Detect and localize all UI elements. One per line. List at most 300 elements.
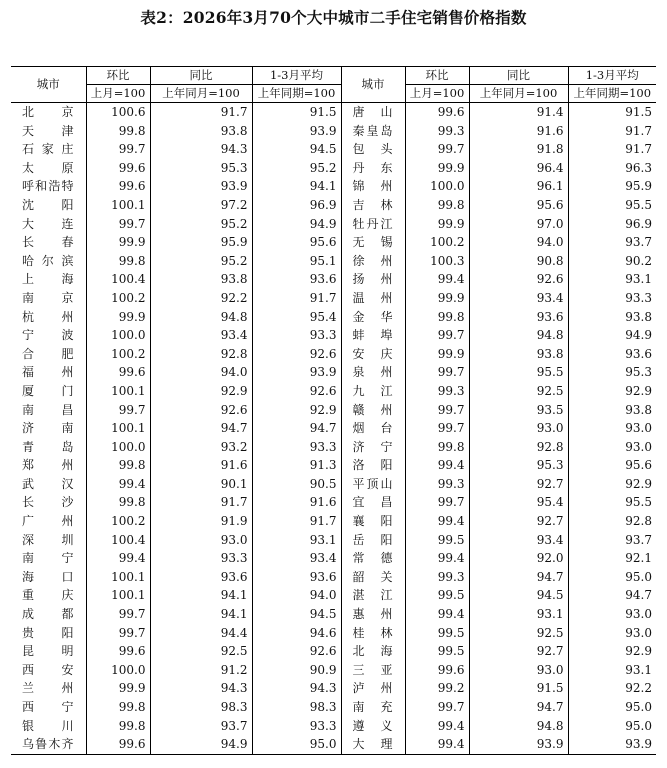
right-yoy-cell: 96.1: [469, 177, 568, 196]
right-yoy-cell: 92.7: [469, 475, 568, 494]
right-yoy-cell: 94.0: [469, 233, 568, 252]
left-avg-cell: 93.6: [252, 270, 341, 289]
left-mom-cell: 99.7: [86, 140, 150, 159]
left-city-cell: 南宁: [11, 549, 86, 568]
right-avg-cell: 95.0: [625, 569, 652, 584]
left-mom-cell: 99.9: [86, 308, 150, 327]
left-city-cell: 西安: [11, 661, 86, 680]
left-yoy-cell: 93.7: [150, 717, 252, 736]
right-avg-cell: 96.9: [625, 216, 652, 231]
right-yoy-cell: 93.1: [469, 605, 568, 624]
right-mom-cell: 99.4: [405, 717, 469, 736]
right-yoy-cell: 93.5: [469, 401, 568, 420]
left-mom-cell: 99.8: [86, 122, 150, 141]
left-yoy-cell: 93.2: [150, 438, 252, 457]
header-yoy-base-left: 上年同月=100: [150, 85, 252, 103]
table-row: [11, 419, 656, 438]
right-avg-cell: 93.9: [568, 735, 656, 754]
left-city-cell: 哈尔滨: [11, 252, 86, 271]
right-mom-cell: 99.9: [405, 215, 469, 234]
left-avg-cell: 95.1: [252, 252, 341, 271]
left-yoy-cell: 90.1: [150, 475, 252, 494]
right-yoy-cell: 94.8: [469, 326, 568, 345]
right-avg-cell: 94.7: [625, 588, 652, 603]
left-avg-cell: 94.6: [252, 624, 341, 643]
table-row: [11, 289, 656, 308]
table-row: [11, 679, 656, 698]
left-mom-cell: 99.6: [86, 642, 150, 661]
left-mom-cell: 99.4: [86, 549, 150, 568]
left-mom-cell: 99.9: [86, 233, 150, 252]
left-yoy-cell: 91.7: [150, 103, 252, 122]
table-row: [11, 233, 656, 252]
left-avg-cell: 93.3: [252, 717, 341, 736]
left-avg-cell: 93.4: [252, 549, 341, 568]
left-yoy-cell: 93.0: [150, 531, 252, 550]
header-avg-right: 1-3月平均: [568, 67, 656, 85]
left-city-cell: 深圳: [11, 531, 86, 550]
left-yoy-cell: 94.8: [150, 308, 252, 327]
right-yoy-cell: 93.9: [469, 735, 568, 754]
right-city-cell: 徐州: [341, 252, 405, 271]
right-mom-cell: 99.9: [405, 159, 469, 178]
left-city-cell: 郑州: [11, 456, 86, 475]
left-city-cell: 长春: [11, 233, 86, 252]
right-mom-cell: 100.3: [405, 252, 469, 271]
right-avg-cell: 93.1: [625, 272, 652, 287]
left-yoy-cell: 92.6: [150, 401, 252, 420]
table-row: [11, 363, 656, 382]
right-yoy-cell: 95.3: [469, 456, 568, 475]
left-city-cell: 南昌: [11, 401, 86, 420]
left-mom-cell: 99.6: [86, 363, 150, 382]
left-avg-cell: 91.7: [252, 289, 341, 308]
right-avg-cell: 92.9: [625, 383, 652, 398]
header-city-right: 城市: [341, 67, 405, 103]
left-mom-cell: 100.1: [86, 419, 150, 438]
header-avg-base-right: 上年同期=100: [568, 85, 656, 103]
left-avg-cell: 95.0: [252, 735, 341, 754]
right-mom-cell: 99.8: [405, 438, 469, 457]
right-avg-cell: 92.1: [625, 551, 652, 566]
right-mom-cell: 99.9: [405, 289, 469, 308]
left-city-cell: 广州: [11, 512, 86, 531]
left-city-cell: 武汉: [11, 475, 86, 494]
right-yoy-cell: 90.8: [469, 252, 568, 271]
left-city-cell: 兰州: [11, 679, 86, 698]
right-mom-cell: 99.6: [405, 661, 469, 680]
left-avg-cell: 94.5: [252, 140, 341, 159]
right-yoy-cell: 97.0: [469, 215, 568, 234]
left-city-cell: 宁波: [11, 326, 86, 345]
right-city-cell: 泉州: [341, 363, 405, 382]
left-yoy-cell: 95.2: [150, 215, 252, 234]
left-yoy-cell: 92.9: [150, 382, 252, 401]
right-yoy-cell: 92.0: [469, 549, 568, 568]
table-row: [11, 140, 656, 159]
right-city-cell: 岳阳: [341, 531, 405, 550]
right-mom-cell: 99.7: [405, 698, 469, 717]
right-avg-cell: 92.2: [625, 681, 652, 696]
right-mom-cell: 99.4: [405, 735, 469, 754]
left-yoy-cell: 94.0: [150, 363, 252, 382]
right-city-cell: 牡丹江: [341, 215, 405, 234]
right-yoy-cell: 94.5: [469, 586, 568, 605]
left-avg-cell: 91.7: [252, 512, 341, 531]
table-row: [11, 549, 656, 568]
left-mom-cell: 100.6: [86, 103, 150, 122]
left-yoy-cell: 97.2: [150, 196, 252, 215]
left-city-cell: 银川: [11, 717, 86, 736]
left-city-cell: 杭州: [11, 308, 86, 327]
table-row: [11, 326, 656, 345]
left-city-cell: 北京: [11, 103, 86, 122]
table-row: [11, 531, 656, 550]
left-yoy-cell: 94.3: [150, 679, 252, 698]
right-avg-cell: 92.8: [625, 514, 652, 529]
right-yoy-cell: 93.4: [469, 289, 568, 308]
right-avg-cell: 93.0: [625, 421, 652, 436]
left-mom-cell: 99.7: [86, 624, 150, 643]
right-city-cell: 吉林: [341, 196, 405, 215]
right-mom-cell: 99.5: [405, 586, 469, 605]
right-avg-cell: 93.0: [625, 625, 652, 640]
left-mom-cell: 100.1: [86, 568, 150, 587]
left-mom-cell: 99.4: [86, 475, 150, 494]
right-avg-cell: 91.5: [625, 105, 652, 119]
left-avg-cell: 92.6: [252, 642, 341, 661]
right-yoy-cell: 93.0: [469, 419, 568, 438]
table-row: [11, 624, 656, 643]
right-mom-cell: 99.7: [405, 493, 469, 512]
right-city-cell: 安庆: [341, 345, 405, 364]
left-yoy-cell: 95.3: [150, 159, 252, 178]
right-city-cell: 湛江: [341, 586, 405, 605]
right-city-cell: 韶关: [341, 568, 405, 587]
left-mom-cell: 100.2: [86, 345, 150, 364]
left-mom-cell: 100.1: [86, 586, 150, 605]
left-avg-cell: 91.5: [252, 103, 341, 122]
right-yoy-cell: 91.4: [469, 103, 568, 122]
right-city-cell: 九江: [341, 382, 405, 401]
right-city-cell: 宜昌: [341, 493, 405, 512]
table-row: [11, 568, 656, 587]
right-avg-cell: 91.7: [625, 142, 652, 157]
header-yoy-base-right: 上年同月=100: [469, 85, 568, 103]
left-avg-cell: 92.6: [252, 382, 341, 401]
left-city-cell: 厦门: [11, 382, 86, 401]
table-row: [11, 717, 656, 736]
table-row: [11, 122, 656, 141]
right-mom-cell: 100.2: [405, 233, 469, 252]
left-avg-cell: 96.9: [252, 196, 341, 215]
right-city-cell: 扬州: [341, 270, 405, 289]
right-mom-cell: 99.3: [405, 122, 469, 141]
left-yoy-cell: 91.6: [150, 456, 252, 475]
left-yoy-cell: 93.3: [150, 549, 252, 568]
left-avg-cell: 95.2: [252, 159, 341, 178]
right-avg-cell: 90.2: [625, 253, 652, 268]
right-avg-cell: 92.9: [625, 644, 652, 659]
right-yoy-cell: 92.5: [469, 624, 568, 643]
right-city-cell: 桂林: [341, 624, 405, 643]
right-avg-cell: 95.5: [625, 495, 652, 510]
table-row: [11, 382, 656, 401]
table-row: [11, 159, 656, 178]
left-mom-cell: 99.8: [86, 252, 150, 271]
right-mom-cell: 99.3: [405, 568, 469, 587]
table-row: [11, 493, 656, 512]
table-row: [11, 512, 656, 531]
left-city-cell: 昆明: [11, 642, 86, 661]
header-city-left: 城市: [11, 67, 86, 103]
right-yoy-cell: 92.6: [469, 270, 568, 289]
left-city-cell: 乌鲁木齐: [11, 735, 86, 754]
right-mom-cell: 100.0: [405, 177, 469, 196]
left-city-cell: 成都: [11, 605, 86, 624]
left-mom-cell: 99.8: [86, 717, 150, 736]
left-city-cell: 石家庄: [11, 140, 86, 159]
left-yoy-cell: 98.3: [150, 698, 252, 717]
table-row: [11, 698, 656, 717]
table-row: [11, 252, 656, 271]
left-mom-cell: 100.4: [86, 270, 150, 289]
left-avg-cell: 91.3: [252, 456, 341, 475]
right-yoy-cell: 94.7: [469, 698, 568, 717]
right-yoy-cell: 92.8: [469, 438, 568, 457]
right-avg-cell: 93.3: [625, 290, 652, 305]
header-yoy-left: 同比: [150, 67, 252, 85]
left-mom-cell: 100.0: [86, 326, 150, 345]
right-city-cell: 洛阳: [341, 456, 405, 475]
left-avg-cell: 93.6: [252, 568, 341, 587]
right-city-cell: 大理: [341, 735, 405, 754]
table-row: [11, 438, 656, 457]
left-city-cell: 海口: [11, 568, 86, 587]
left-city-cell: 西宁: [11, 698, 86, 717]
table-body: [11, 103, 656, 755]
left-mom-cell: 100.0: [86, 661, 150, 680]
left-mom-cell: 99.8: [86, 698, 150, 717]
left-yoy-cell: 91.9: [150, 512, 252, 531]
right-mom-cell: 99.3: [405, 382, 469, 401]
right-yoy-cell: 92.7: [469, 642, 568, 661]
left-avg-cell: 94.3: [252, 679, 341, 698]
right-mom-cell: 99.5: [405, 642, 469, 661]
right-avg-cell: 95.0: [625, 718, 652, 733]
table-row: [11, 605, 656, 624]
left-city-cell: 重庆: [11, 586, 86, 605]
right-mom-cell: 99.4: [405, 456, 469, 475]
table-row: [11, 177, 656, 196]
right-mom-cell: 99.7: [405, 363, 469, 382]
left-mom-cell: 99.9: [86, 679, 150, 698]
left-avg-cell: 93.9: [252, 122, 341, 141]
left-avg-cell: 94.1: [252, 177, 341, 196]
left-city-cell: 济南: [11, 419, 86, 438]
left-yoy-cell: 94.1: [150, 605, 252, 624]
left-yoy-cell: 93.8: [150, 122, 252, 141]
table-row: [11, 475, 656, 494]
left-avg-cell: 93.3: [252, 326, 341, 345]
right-avg-cell: 93.0: [625, 439, 652, 454]
left-mom-cell: 99.8: [86, 456, 150, 475]
right-city-cell: 丹东: [341, 159, 405, 178]
right-yoy-cell: 95.4: [469, 493, 568, 512]
right-city-cell: 北海: [341, 642, 405, 661]
left-city-cell: 合肥: [11, 345, 86, 364]
left-mom-cell: 100.1: [86, 382, 150, 401]
right-mom-cell: 99.7: [405, 326, 469, 345]
left-city-cell: 福州: [11, 363, 86, 382]
left-yoy-cell: 94.4: [150, 624, 252, 643]
right-city-cell: 南充: [341, 698, 405, 717]
left-yoy-cell: 95.9: [150, 233, 252, 252]
right-mom-cell: 99.8: [405, 196, 469, 215]
right-avg-cell: 95.9: [625, 179, 652, 194]
table-title: 表2：2026年3月70个大中城市二手住宅销售价格指数: [140, 8, 527, 27]
left-yoy-cell: 93.4: [150, 326, 252, 345]
table-row: [11, 270, 656, 289]
left-city-cell: 长沙: [11, 493, 86, 512]
right-yoy-cell: 91.6: [469, 122, 568, 141]
right-avg-cell: 93.7: [625, 235, 652, 250]
right-avg-cell: 95.0: [625, 700, 652, 714]
left-avg-cell: 94.7: [252, 419, 341, 438]
right-yoy-cell: 94.7: [469, 568, 568, 587]
left-city-cell: 太原: [11, 159, 86, 178]
left-yoy-cell: 95.2: [150, 252, 252, 271]
left-avg-cell: 91.6: [252, 493, 341, 512]
right-mom-cell: 99.5: [405, 531, 469, 550]
left-yoy-cell: 94.1: [150, 586, 252, 605]
right-city-cell: 烟台: [341, 419, 405, 438]
right-city-cell: 锦州: [341, 177, 405, 196]
right-avg-cell: 95.5: [625, 197, 652, 212]
right-city-cell: 遵义: [341, 717, 405, 736]
right-avg-cell: 93.0: [625, 607, 652, 622]
table-row: [11, 661, 656, 680]
left-city-cell: 南京: [11, 289, 86, 308]
table-row: [11, 103, 656, 122]
right-yoy-cell: 92.7: [469, 512, 568, 531]
left-mom-cell: 100.2: [86, 289, 150, 308]
left-mom-cell: 100.4: [86, 531, 150, 550]
right-avg-cell: 92.9: [625, 476, 652, 491]
left-yoy-cell: 92.8: [150, 345, 252, 364]
right-city-cell: 襄阳: [341, 512, 405, 531]
right-mom-cell: 99.4: [405, 270, 469, 289]
right-avg-cell: 93.8: [625, 402, 652, 417]
right-yoy-cell: 95.5: [469, 363, 568, 382]
right-mom-cell: 99.3: [405, 475, 469, 494]
table-row: [11, 586, 656, 605]
left-mom-cell: 100.1: [86, 196, 150, 215]
right-yoy-cell: 93.4: [469, 531, 568, 550]
header-mom-base-right: 上月=100: [405, 85, 469, 103]
right-mom-cell: 99.8: [405, 308, 469, 327]
left-mom-cell: 99.7: [86, 401, 150, 420]
right-yoy-cell: 92.5: [469, 382, 568, 401]
right-city-cell: 泸州: [341, 679, 405, 698]
left-mom-cell: 99.8: [86, 493, 150, 512]
left-city-cell: 沈阳: [11, 196, 86, 215]
right-city-cell: 金华: [341, 308, 405, 327]
table-row: [11, 215, 656, 234]
left-avg-cell: 92.6: [252, 345, 341, 364]
right-mom-cell: 99.6: [405, 103, 469, 122]
right-yoy-cell: 93.0: [469, 661, 568, 680]
right-city-cell: 包头: [341, 140, 405, 159]
left-yoy-cell: 92.2: [150, 289, 252, 308]
left-avg-cell: 90.9: [252, 661, 341, 680]
left-mom-cell: 99.7: [86, 605, 150, 624]
right-city-cell: 济宁: [341, 438, 405, 457]
table-row: [11, 642, 656, 661]
table-row: [11, 308, 656, 327]
left-mom-cell: 100.2: [86, 512, 150, 531]
right-avg-cell: 94.9: [625, 328, 652, 343]
right-yoy-cell: 91.8: [469, 140, 568, 159]
header-mom-left: 环比: [86, 67, 150, 85]
left-avg-cell: 95.4: [252, 308, 341, 327]
table-row: [11, 401, 656, 420]
price-index-table: [11, 66, 656, 755]
right-city-cell: 唐山: [341, 103, 405, 122]
right-avg-cell: 93.8: [625, 309, 652, 324]
right-mom-cell: 99.7: [405, 401, 469, 420]
left-avg-cell: 93.3: [252, 438, 341, 457]
header-avg-left: 1-3月平均: [252, 67, 341, 85]
right-city-cell: 温州: [341, 289, 405, 308]
left-avg-cell: 90.5: [252, 475, 341, 494]
right-avg-cell: 95.3: [625, 365, 652, 380]
header-mom-right: 环比: [405, 67, 469, 85]
left-city-cell: 贵阳: [11, 624, 86, 643]
table-row: [11, 345, 656, 364]
right-yoy-cell: 91.5: [469, 679, 568, 698]
right-mom-cell: 99.2: [405, 679, 469, 698]
left-yoy-cell: 91.2: [150, 661, 252, 680]
right-mom-cell: 99.9: [405, 345, 469, 364]
right-avg-cell: 91.7: [625, 123, 652, 138]
right-city-cell: 无锡: [341, 233, 405, 252]
right-city-cell: 赣州: [341, 401, 405, 420]
right-yoy-cell: 95.6: [469, 196, 568, 215]
right-city-cell: 蚌埠: [341, 326, 405, 345]
table-row: [11, 196, 656, 215]
left-city-cell: 呼和浩特: [11, 177, 86, 196]
right-city-cell: 惠州: [341, 605, 405, 624]
left-yoy-cell: 93.8: [150, 270, 252, 289]
left-avg-cell: 92.9: [252, 401, 341, 420]
right-mom-cell: 99.4: [405, 549, 469, 568]
right-mom-cell: 99.4: [405, 605, 469, 624]
right-mom-cell: 99.4: [405, 512, 469, 531]
right-mom-cell: 99.7: [405, 140, 469, 159]
left-city-cell: 上海: [11, 270, 86, 289]
right-mom-cell: 99.5: [405, 624, 469, 643]
left-mom-cell: 99.7: [86, 215, 150, 234]
left-mom-cell: 99.6: [86, 159, 150, 178]
left-avg-cell: 98.3: [252, 698, 341, 717]
left-city-cell: 大连: [11, 215, 86, 234]
header-avg-base-left: 上年同期=100: [252, 85, 341, 103]
right-city-cell: 三亚: [341, 661, 405, 680]
header-mom-base-left: 上月=100: [86, 85, 150, 103]
right-city-cell: 秦皇岛: [341, 122, 405, 141]
left-mom-cell: 99.6: [86, 735, 150, 754]
